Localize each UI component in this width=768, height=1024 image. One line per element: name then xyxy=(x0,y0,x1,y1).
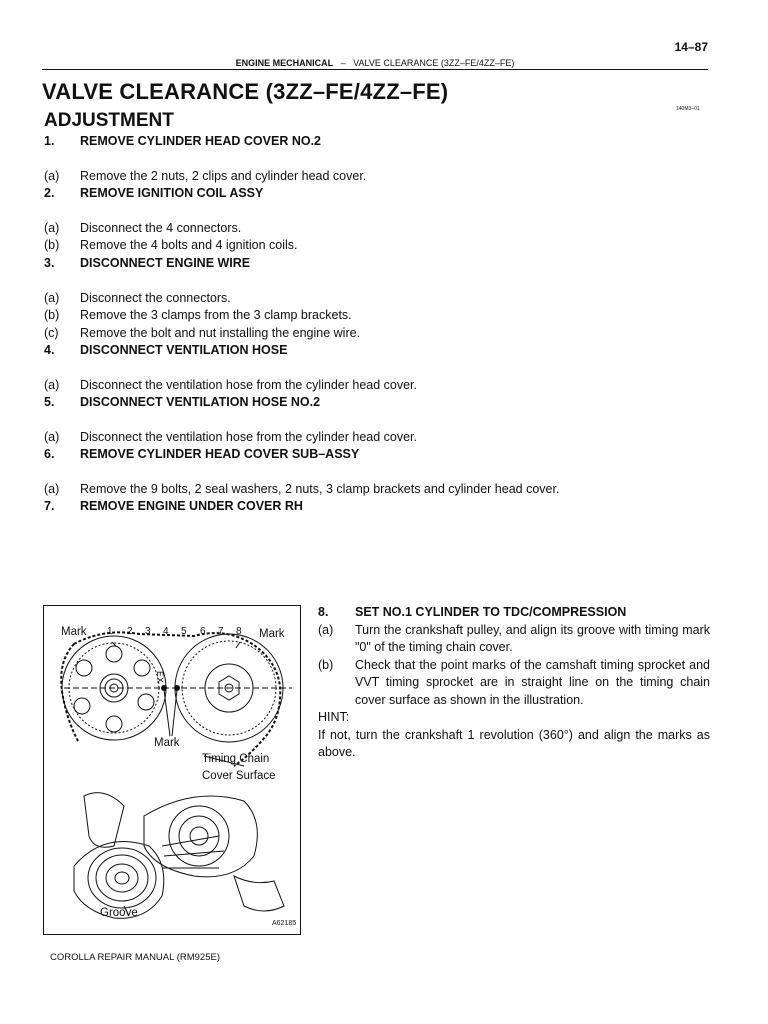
step-title: REMOVE CYLINDER HEAD COVER SUB–ASSY xyxy=(80,447,360,461)
label-mark-left: Mark xyxy=(61,626,87,638)
step-number: 1. xyxy=(44,134,55,148)
label-timing-chain-1: Timing Chain xyxy=(202,753,270,765)
step-number: 6. xyxy=(44,447,55,461)
sub-text: Check that the point marks of the camshaft timing sprocket and VVT timing sprocket are in straight line on the timing chain cover surface as shown in the illustration. xyxy=(355,657,710,707)
cam-number: 3 xyxy=(145,626,151,637)
sub-label: (b) xyxy=(318,657,334,672)
hint-label: HINT: xyxy=(318,710,350,724)
header-dash: – xyxy=(340,58,346,68)
figure-code: A62185 xyxy=(272,920,297,927)
step-number: 3. xyxy=(44,256,55,270)
step-title: SET NO.1 CYLINDER TO TDC/COMPRESSION xyxy=(355,605,627,619)
sub-text: Remove the 2 nuts, 2 clips and cylinder head cover. xyxy=(80,169,367,183)
step-number: 7. xyxy=(44,499,55,513)
cam-number: 4 xyxy=(163,626,169,637)
timing-illustration xyxy=(43,605,301,935)
page-footer: COROLLA REPAIR MANUAL (RM925E) xyxy=(50,952,220,963)
sub-label: (a) xyxy=(44,482,60,496)
sub-label: (c) xyxy=(44,326,59,340)
sub-text: Remove the 3 clamps from the 3 clamp brackets. xyxy=(80,308,352,322)
hint-text: If not, turn the crankshaft 1 revolution (360°) and align the marks as above. xyxy=(318,727,710,759)
sub-label: (b) xyxy=(44,238,60,252)
step-title: REMOVE ENGINE UNDER COVER RH xyxy=(80,499,303,513)
label-mark-bottom: Mark xyxy=(154,737,180,749)
running-header xyxy=(42,58,708,70)
step-number: 8. xyxy=(318,605,329,619)
cam-number: 2 xyxy=(127,626,133,637)
step-title: DISCONNECT VENTILATION HOSE NO.2 xyxy=(80,395,321,409)
label-groove: Groove xyxy=(100,907,138,919)
label-timing-chain-2: Cover Surface xyxy=(202,770,276,782)
step-number: 4. xyxy=(44,343,55,357)
header-subject: VALVE CLEARANCE (3ZZ–FE/4ZZ–FE) xyxy=(353,58,515,68)
page-number: 14–87 xyxy=(674,40,708,54)
sub-text: Disconnect the ventilation hose from the cylinder head cover. xyxy=(80,430,417,444)
sub-text: Remove the 4 bolts and 4 ignition coils. xyxy=(80,238,298,252)
step-title: DISCONNECT VENTILATION HOSE xyxy=(80,343,288,357)
sub-text: Disconnect the connectors. xyxy=(80,291,231,305)
label-ex: EX xyxy=(155,670,166,684)
sub-label: (b) xyxy=(44,308,60,322)
sub-label: (a) xyxy=(44,221,60,235)
sub-text: Remove the bolt and nut installing the engine wire. xyxy=(80,326,361,340)
step-8-title xyxy=(318,604,710,622)
cam-number: 7 xyxy=(218,626,224,637)
sub-label: (a) xyxy=(44,291,60,305)
step-number: 5. xyxy=(44,395,55,409)
step-number: 2. xyxy=(44,186,55,200)
step-title: REMOVE IGNITION COIL ASSY xyxy=(80,186,264,200)
section-subtitle: ADJUSTMENT xyxy=(44,110,174,131)
sub-text: Disconnect the ventilation hose from the cylinder head cover. xyxy=(80,378,417,392)
cam-number: 8 xyxy=(236,626,242,637)
figure-reference-code: 140M3–01 xyxy=(676,106,700,112)
cam-number: 6 xyxy=(200,626,206,637)
step-title: DISCONNECT ENGINE WIRE xyxy=(80,256,251,270)
step-8-sub-b xyxy=(318,657,710,710)
sub-label: (a) xyxy=(318,622,334,637)
page-title: VALVE CLEARANCE (3ZZ–FE/4ZZ–FE) xyxy=(42,79,449,104)
step-8-sub-a xyxy=(318,622,710,657)
cam-number: 1 xyxy=(107,626,113,637)
label-mark-right: Mark xyxy=(259,628,285,640)
header-section: ENGINE MECHANICAL xyxy=(235,58,334,68)
step-8-block xyxy=(318,604,710,762)
sub-text: Disconnect the 4 connectors. xyxy=(80,221,242,235)
step-title: REMOVE CYLINDER HEAD COVER NO.2 xyxy=(80,134,322,148)
sub-label: (a) xyxy=(44,430,60,444)
sub-text: Turn the crankshaft pulley, and align its groove with timing mark "0" of the timing chain cover. xyxy=(355,622,710,654)
sub-text: Remove the 9 bolts, 2 seal washers, 2 nuts, 3 clamp brackets and cylinder head cover. xyxy=(80,482,560,496)
sub-label: (a) xyxy=(44,169,60,183)
cam-number: 5 xyxy=(181,626,187,637)
sub-label: (a) xyxy=(44,378,60,392)
